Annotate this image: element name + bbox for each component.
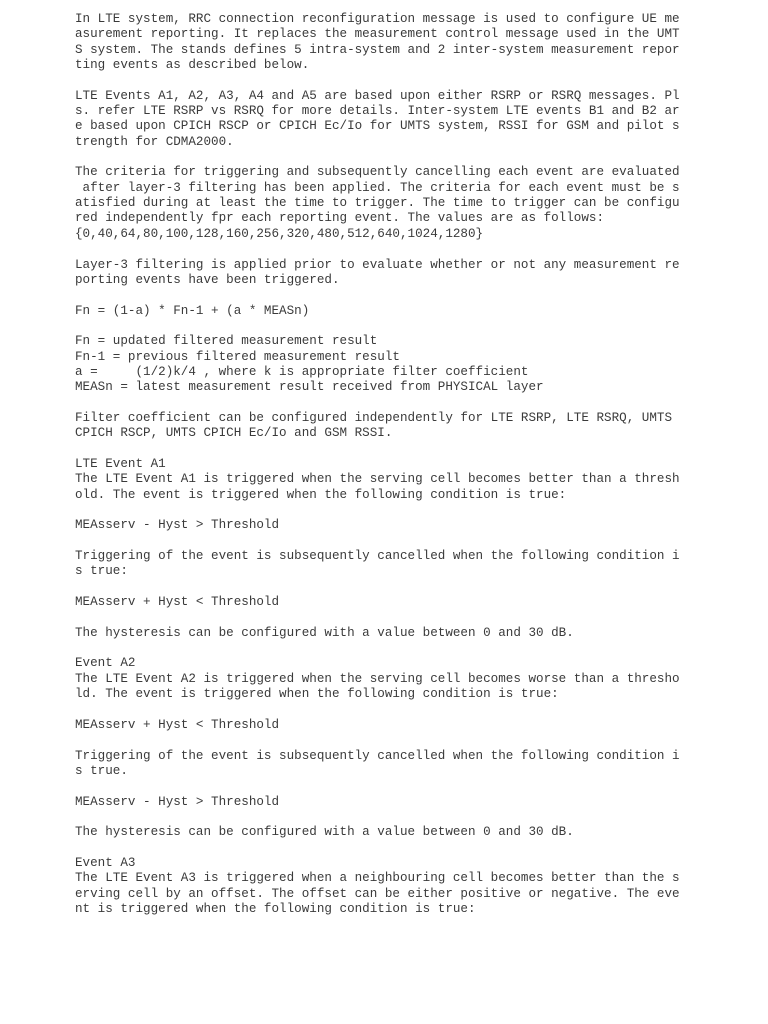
- text-line: s. refer LTE RSRP vs RSRQ for more details. Inter-system LTE events B1 and B2 ar: [75, 104, 680, 119]
- text-line: The criteria for triggering and subsequently cancelling each event are evaluated: [75, 165, 680, 180]
- paragraph-gap: [75, 442, 755, 457]
- text-line: ld. The event is triggered when the following condition is true:: [75, 687, 559, 702]
- text-line: Triggering of the event is subsequently cancelled when the following condition i: [75, 549, 680, 564]
- text-line: The hysteresis can be configured with a value between 0 and 30 dB.: [75, 625, 574, 640]
- text-line: Filter coefficient can be configured independently for LTE RSRP, LTE RSRQ, UMTS: [75, 410, 673, 425]
- text-line: e based upon CPICH RSCP or CPICH Ec/Io for UMTS system, RSSI for GSM and pilot s: [75, 119, 680, 134]
- paragraph-gap: [75, 733, 755, 748]
- paragraph-gap: [75, 288, 755, 303]
- text-line: The LTE Event A3 is triggered when a neighbouring cell becomes better than the s: [75, 871, 680, 886]
- text-line: porting events have been triggered.: [75, 272, 340, 287]
- text-line: LTE Events A1, A2, A3, A4 and A5 are based upon either RSRP or RSRQ messages. Pl: [75, 88, 680, 103]
- text-line: erving cell by an offset. The offset can be either positive or negative. The eve: [75, 886, 680, 901]
- text-line: CPICH RSCP, UMTS CPICH Ec/Io and GSM RSSI.: [75, 426, 393, 441]
- text-line: red independently fpr each reporting event. The values are as follows:: [75, 211, 605, 226]
- paragraph-gap: [75, 150, 755, 165]
- paragraph-gap: [75, 641, 755, 656]
- text-line: MEAsserv + Hyst < Threshold: [75, 595, 280, 610]
- text-line: asurement reporting. It replaces the measurement control message used in the UMT: [75, 27, 680, 42]
- text-line: atisfied during at least the time to trigger. The time to trigger can be configu: [75, 196, 680, 211]
- text-line: ting events as described below.: [75, 58, 310, 73]
- text-line: Fn = (1-a) * Fn-1 + (a * MEASn): [75, 303, 310, 318]
- text-line: nt is triggered when the following condition is true:: [75, 901, 476, 916]
- paragraph-gap: [75, 73, 755, 88]
- paragraph-gap: [75, 319, 755, 334]
- text-line: Layer-3 filtering is applied prior to evaluate whether or not any measurement re: [75, 257, 680, 272]
- paragraph-gap: [75, 610, 755, 625]
- paragraph-gap: [75, 779, 755, 794]
- paragraph-gap: [75, 810, 755, 825]
- text-line: trength for CDMA2000.: [75, 134, 234, 149]
- text-line: s true:: [75, 564, 128, 579]
- text-line: MEAsserv - Hyst > Threshold: [75, 794, 280, 809]
- text-line: Fn-1 = previous filtered measurement result: [75, 349, 400, 364]
- text-line: s true.: [75, 763, 128, 778]
- document-body: [75, 12, 755, 917]
- paragraph-gap: [75, 580, 755, 595]
- text-line: The LTE Event A2 is triggered when the serving cell becomes worse than a thresho: [75, 671, 680, 686]
- text-line: after layer-3 filtering has been applied. The criteria for each event must be s: [75, 180, 680, 195]
- text-line: old. The event is triggered when the following condition is true:: [75, 487, 567, 502]
- paragraph-gap: [75, 242, 755, 257]
- paragraph-gap: [75, 841, 755, 856]
- paragraph-gap: [75, 396, 755, 411]
- text-line: Triggering of the event is subsequently cancelled when the following condition i: [75, 748, 680, 763]
- text-line: LTE Event A1: [75, 456, 166, 471]
- paragraph-gap: [75, 534, 755, 549]
- text-line: MEAsserv - Hyst > Threshold: [75, 518, 280, 533]
- text-line: MEASn = latest measurement result received from PHYSICAL layer: [75, 380, 544, 395]
- text-line: MEAsserv + Hyst < Threshold: [75, 717, 280, 732]
- text-line: Event A2: [75, 656, 136, 671]
- text-line: S system. The stands defines 5 intra-system and 2 inter-system measurement repor: [75, 42, 680, 57]
- text-line: a = (1/2)k/4 , where k is appropriate filter coefficient: [75, 364, 529, 379]
- text-line: In LTE system, RRC connection reconfiguration message is used to configure UE me: [75, 12, 680, 26]
- text-line: The hysteresis can be configured with a value between 0 and 30 dB.: [75, 825, 574, 840]
- paragraph-gap: [75, 503, 755, 518]
- text-line: Event A3: [75, 855, 136, 870]
- text-line: The LTE Event A1 is triggered when the serving cell becomes better than a thresh: [75, 472, 680, 487]
- paragraph-gap: [75, 702, 755, 717]
- text-line: {0,40,64,80,100,128,160,256,320,480,512,640,1024,1280}: [75, 226, 484, 241]
- text-line: Fn = updated filtered measurement result: [75, 334, 378, 349]
